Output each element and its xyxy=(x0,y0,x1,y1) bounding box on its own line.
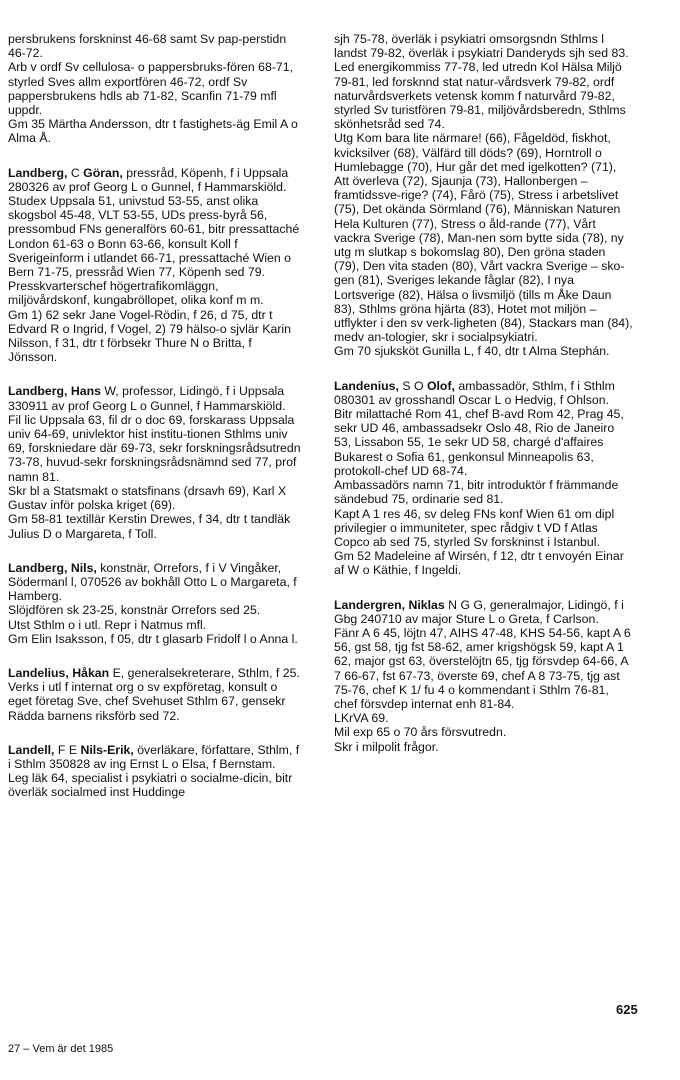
entry-intro: konstnär, Orrefors, f i V Vingåker, Södermanl l, 070526 av bokhåll Otto L o Margareta, f Hamberg. xyxy=(8,560,297,604)
continuation-paragraph: Led energikommiss 77-78, led utredn Kol Hälsa Miljö 79-81, led forsknnd stat natur-vårdsverk 79-82, ordf naturvårdsverkets vetensk komm f naturvård 79-82, styrled Sv turistfören 79-81, miljövårdsberedn, Sthlms skönhetsråd sed 74. xyxy=(334,60,626,132)
entry-surname: Landelius, xyxy=(8,665,69,680)
entry-surname: Landenius, xyxy=(334,378,399,393)
continuation-text xyxy=(334,32,634,359)
entry-paragraph: Skr i milpolit frågor. xyxy=(334,739,439,754)
entry-heading xyxy=(334,598,634,626)
entry-heading xyxy=(8,384,302,412)
entry-heading xyxy=(8,666,302,680)
entry-given-bold: Göran, xyxy=(83,165,123,180)
entry-given-bold: Hans xyxy=(70,384,101,399)
continuation-paragraph: sjh 75-78, överläk i psykiatri omsorgsndn Sthlms l landst 79-82, överläk i psykiatri Danderyds sjh sed 83. xyxy=(334,32,629,61)
running-foot: 27 – Vem är det 1985 xyxy=(8,1043,114,1055)
entry-surname: Landberg, xyxy=(8,384,68,399)
entry-given-bold: Nils, xyxy=(70,560,97,575)
entry-paragraph: Presskvarterschef högertrafikomläggn, miljövårdskonf, kungabröllopet, olika konf m m. xyxy=(8,279,264,308)
entry-paragraph: Utst Sthlm o i utl. Repr i Natmus mfl. xyxy=(8,617,207,632)
entry-given-plain: S O xyxy=(402,378,424,393)
entry-intro: N G G, generalmajor, Lidingö, f i Gbg 240710 av major Sture L o Greta, f Carlson. xyxy=(334,597,624,626)
entry-surname: Landergren, xyxy=(334,597,406,612)
entry-paragraph: Fil lic Uppsala 63, fil dr o doc 69, forskarass Uppsala univ 64-69, univlektor hist institu-tionen Sthlms univ 69, forskniedare där 69-73, sekr forskningsrådsutredn 73-78, huvud-sekr forskningsrådsnämnd sed 77, prof namn 81. xyxy=(8,412,301,484)
entry-paragraph: Gm 52 Madeleine af Wirsén, f 12, dtr t envoyén Einar af W o Käthie, f Ingeldi. xyxy=(334,549,624,578)
continuation-paragraph: Gm 35 Märtha Andersson, dtr t fastighets-äg Emil A o Alma Å. xyxy=(8,117,298,146)
entry-surname: Landberg, xyxy=(8,560,68,575)
entry-surname: Landell, xyxy=(8,742,55,757)
entry-given-plain: C xyxy=(70,165,80,180)
continuation-paragraph: Arb v ordf Sv cellulosa- o pappersbruks-fören 68-71, styrled Sves allm exportfören 46-72, ordf Sv pappersbrukens hdls ab 71-82, Scanfin 71-79 mfl uppdr. xyxy=(8,60,294,118)
entry-given-bold: Niklas xyxy=(408,597,445,612)
right-column xyxy=(334,32,634,774)
entry-paragraph: LKrVA 69. xyxy=(334,711,389,726)
continuation-paragraph: Utg Kom bara lite närmare! (66), Fågeldöd, fiskhot, kvicksilver (68), Välfärd till döds? (69), Horntroll o Humlebagge (70), Hur går det med igelkotten? (71), Att överleva (72), Sjaunja (73), Hallonbergen – framtidssve-rige? (74), Fårö (75), Stress i arbetslivet (75), Det okända Sörmland (76), Människan Naturen Hela Kulturen (77), Stress o åld-rande (77), Vårt vackra Sverige (78), Man-nen som bytte sida (78), ny utg m slutkap s bokomslag 80), Den gröna staden (79), Den vita staden (80), Vårt vackra Sverige – sko-gen (81), Sveriges lekande fåglar (82), I nya Lortsverige (82), Hälsa o livsmiljö (tills m Åke Daun 83), Sthlms gröna hjärta (83), Hotet mot miljön – utflykter i den sv verk-ligheten (84), Stackars man (84), medv an-tologier, skr i socialpsykiatri. xyxy=(334,131,633,345)
continuation-paragraph: persbrukens forskninst 46-68 samt Sv pap-perstidn 46-72. xyxy=(8,32,287,61)
entry-heading xyxy=(8,166,302,194)
entry-given-bold: Olof, xyxy=(426,378,455,393)
entry-heading xyxy=(8,743,302,771)
entry-paragraph: Gm Elin Isaksson, f 05, dtr t glasarb Fridolf l o Anna l. xyxy=(8,631,298,646)
entry-paragraph: Ambassadörs namn 71, bitr introduktör f främmande sändebud 75, ordinarie sed 81. xyxy=(334,478,619,507)
entry-paragraph: Gm 1) 62 sekr Jane Vogel-Rödin, f 26, d 75, dtr t Edvard R o Ingrid, f Vogel, 2) 79 hälso-o sjvlär Karin Nilsson, f 31, dtr t förbsekr Thure N o Britta, f Jönsson. xyxy=(8,307,291,365)
entry-paragraph: Fänr A 6 45, löjtn 47, AIHS 47-48, KHS 54-56, kapt A 6 56, gst 58, tjg fst 58-62, amer krigshögsk 59, kapt A 1 62, major gst 63, överstelöjtn 65, tjg försvdep 64-66, A 7 66-67, fst 67-73, överste 69, chef A 8 73-75, tjg ast 75-76, chef K 1/ fu 4 o kommendant i Sthlm 76-81, chef försvdep internat enh 81-84. xyxy=(334,625,631,711)
biography-entry-nils-landberg xyxy=(8,561,302,646)
entry-heading xyxy=(334,379,634,407)
entry-paragraph: Studex Uppsala 51, univstud 53-55, anst olika skogsbol 45-48, VLT 53-55, UDs press-byrå 56, pressombud FNs generalförs 60-61, bitr pressattaché London 61-63 o Bonn 63-66, konsult Koll f Sverigeinform i utlandet 66-71, pressattaché Wien o Bern 71-75, pressråd Wien 77, Köpenh sed 79. xyxy=(8,194,300,280)
entry-given-bold: Håkan xyxy=(72,665,110,680)
entry-paragraph: Verks i utl f internat org o sv expföretag, konsult o eget företag Sve, chef Svehuset Sthlm 67, gensekr Rädda barnens riksförb sed 72. xyxy=(8,680,286,723)
entry-paragraph: Kapt A 1 res 46, sv deleg FNs konf Wien 61 om dipl privilegier o immuniteter, spec rådgiv t VD f Atlas Copco ab sed 75, styrled Sv forskninst i Istanbul. xyxy=(334,506,615,549)
entry-paragraph: Slöjdfören sk 23-25, konstnär Orrefors sed 25. xyxy=(8,603,261,618)
biography-entry-goran-landberg xyxy=(8,166,302,365)
biography-entry-niklas-landergren xyxy=(334,598,634,754)
entry-intro: E, generalsekreterare, Sthlm, f 25. xyxy=(112,665,300,680)
left-column xyxy=(8,32,302,820)
page-number: 625 xyxy=(616,1002,638,1017)
entry-intro: pressråd, Köpenh, f i Uppsala 280326 av prof Georg L o Gunnel, f Hammarskiöld. xyxy=(8,165,289,194)
entry-given-bold: Nils-Erik, xyxy=(80,742,134,757)
entry-given-plain: F E xyxy=(57,742,78,757)
biography-entry-hakan-landelius xyxy=(8,666,302,723)
entry-paragraph: Gm 58-81 textillär Kerstin Drewes, f 34, dtr t tandläk Julius D o Margareta, f Toll. xyxy=(8,512,291,541)
biography-entry-olof-landenius xyxy=(334,379,634,578)
entry-intro: W, professor, Lidingö, f i Uppsala 330911 av prof Georg L o Gunnel, f Hammarskiöld. xyxy=(8,384,286,413)
entry-intro: överläkare, författare, Sthlm, f i Sthlm 350828 av ing Ernst L o Elsa, f Bernstam. xyxy=(8,742,300,771)
entry-paragraph: Mil exp 65 o 70 års försvutredn. xyxy=(334,725,507,740)
entry-surname: Landberg, xyxy=(8,165,68,180)
entry-paragraph: Bitr milattaché Rom 41, chef B-avd Rom 42, Prag 45, sekr UD 46, ambassadsekr Oslo 48, Rio de Janeiro 53, Lissabon 55, 1e sekr UD 58, chargé d'affaires Bukarest o Sofia 61, genkonsul Minneapolis 63, protokoll-chef UD 68-74. xyxy=(334,407,624,478)
entry-intro: ambassadör, Sthlm, f i Sthlm 080301 av grosshandl Oscar L o Hedvig, f Ohlson. xyxy=(334,378,615,407)
entry-paragraph: Leg läk 64, specialist i psykiatri o socialme-dicin, bitr överläk socialmed inst Huddinge xyxy=(8,771,293,800)
biography-entry-nils-erik-landell xyxy=(8,743,302,800)
entry-paragraph: Skr bl a Statsmakt o statsfinans (drsavh 69), Karl X Gustav inför polska kriget (69). xyxy=(8,483,287,513)
entry-heading xyxy=(8,561,302,604)
continuation-text xyxy=(8,32,302,146)
continuation-paragraph: Gm 70 sjuksköt Gunilla L, f 40, dtr t Alma Stephán. xyxy=(334,344,610,359)
biography-entry-hans-landberg xyxy=(8,384,302,540)
